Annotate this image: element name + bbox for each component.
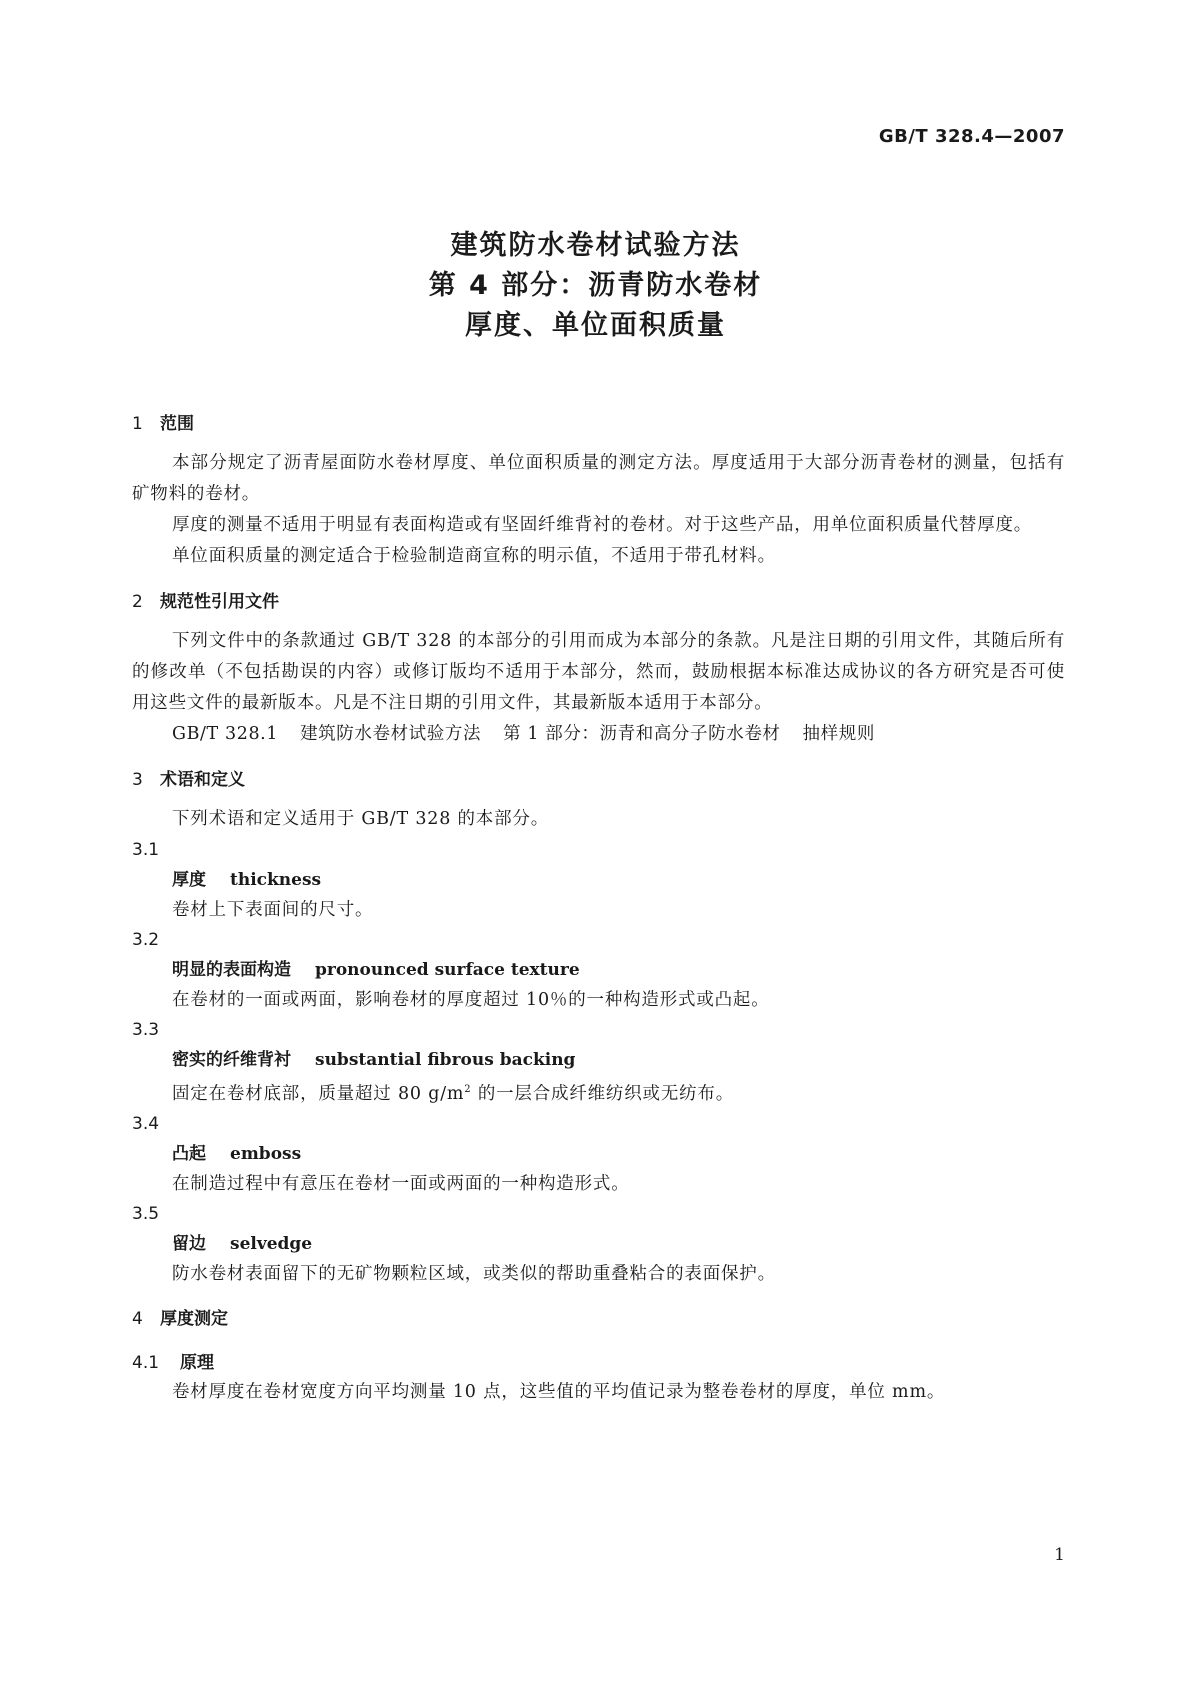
term-name-zh: 留边 (172, 1233, 206, 1254)
section-number: 4 (132, 1308, 143, 1329)
subsection-number: 4.1 (132, 1352, 160, 1373)
term-name (132, 1045, 1065, 1075)
term-name-zh: 厚度 (172, 870, 206, 890)
section-heading-thickness (132, 1305, 1065, 1333)
term-name-zh: 凸起 (172, 1143, 206, 1164)
section-heading-normative-references (132, 588, 1065, 616)
term-number: 3.1 (132, 840, 160, 860)
page-number: 1 (1054, 1545, 1065, 1565)
document-body (132, 410, 1065, 1408)
term-definition-text: 固定在卷材底部，质量超过 80 g/m (172, 1083, 465, 1104)
paragraph: 卷材厚度在卷材宽度方向平均测量 10 点，这些值的平均值记录为整卷卷材的厚度，单位 mm。 (172, 1381, 946, 1402)
term-name (132, 865, 1065, 895)
term-number: 3.4 (132, 1113, 160, 1134)
section-title: 厚度测定 (160, 1308, 228, 1329)
term-name (132, 1139, 1065, 1169)
document-title (0, 226, 1191, 346)
standard-code: GB/T 328.4—2007 (878, 126, 1065, 147)
term-name-en: thickness (230, 870, 322, 890)
reference-entry (132, 719, 1065, 750)
section-title: 术语和定义 (160, 770, 245, 790)
term-name-en: substantial fibrous backing (315, 1050, 576, 1070)
term-name-zh: 明显的表面构造 (172, 960, 291, 980)
term-name (132, 955, 1065, 985)
term-number: 3.5 (132, 1203, 160, 1224)
term-definition-text: 的一层合成纤维纺织或无纺布。 (471, 1083, 735, 1104)
section-number: 1 (132, 414, 143, 434)
term-name-en: emboss (230, 1143, 302, 1164)
paragraph: 下列文件中的条款通过 GB/T 328 的本部分的引用而成为本部分的条款。凡是注日期的引用文件，其随后所有的修改单（不包括勘误的内容）或修订版均不适用于本部分，然而，鼓励根据本标准达成协议的各方研究是否可使用这些文件的最新版本。凡是不注日期的引用文件，其最新版本适用于本部分。 (132, 631, 1065, 713)
paragraph: 下列术语和定义适用于 GB/T 328 的本部分。 (172, 809, 549, 829)
section-title: 规范性引用文件 (160, 592, 279, 612)
section-heading-terms (132, 766, 1065, 794)
reference-title: 建筑防水卷材试验方法 (300, 724, 482, 744)
section-number: 3 (132, 770, 143, 790)
term-name-en: pronounced surface texture (315, 960, 580, 980)
term-name-en: selvedge (230, 1233, 313, 1254)
section-number: 2 (132, 592, 143, 612)
term-definition (132, 1075, 1065, 1109)
term-definition: 在制造过程中有意压在卷材一面或两面的一种构造形式。 (172, 1173, 630, 1194)
reference-part: 第 1 部分：沥青和高分子防水卷材 (503, 724, 781, 744)
title-line-3: 厚度、单位面积质量 (465, 310, 726, 341)
paragraph: 单位面积质量的测定适合于检验制造商宣称的明示值，不适用于带孔材料。 (172, 546, 776, 566)
term-definition: 卷材上下表面间的尺寸。 (172, 900, 374, 920)
term-name-zh: 密实的纤维背衬 (172, 1050, 291, 1070)
superscript-exponent: 2 (464, 1084, 472, 1095)
term-definition: 在卷材的一面或两面，影响卷材的厚度超过 10％的一种构造形式或凸起。 (172, 990, 770, 1010)
section-heading-scope (132, 410, 1065, 438)
title-line-1: 建筑防水卷材试验方法 (450, 230, 741, 261)
term-definition: 防水卷材表面留下的无矿物颗粒区域，或类似的帮助重叠粘合的表面保护。 (172, 1263, 776, 1284)
section-title: 范围 (160, 414, 194, 434)
paragraph: 厚度的测量不适用于明显有表面构造或有坚固纤维背衬的卷材。对于这些产品，用单位面积质量代替厚度。 (172, 515, 1033, 535)
reference-subtitle: 抽样规则 (802, 724, 875, 744)
subsection-heading-principle (132, 1349, 1065, 1377)
paragraph: 本部分规定了沥青屋面防水卷材厚度、单位面积质量的测定方法。厚度适用于大部分沥青卷材的测量，包括有矿物料的卷材。 (132, 453, 1065, 504)
title-line-2: 第 4 部分：沥青防水卷材 (428, 270, 763, 301)
term-number: 3.2 (132, 930, 160, 950)
term-name (132, 1229, 1065, 1259)
term-number: 3.3 (132, 1020, 160, 1040)
reference-code: GB/T 328.1 (172, 724, 279, 744)
subsection-title: 原理 (180, 1352, 214, 1373)
